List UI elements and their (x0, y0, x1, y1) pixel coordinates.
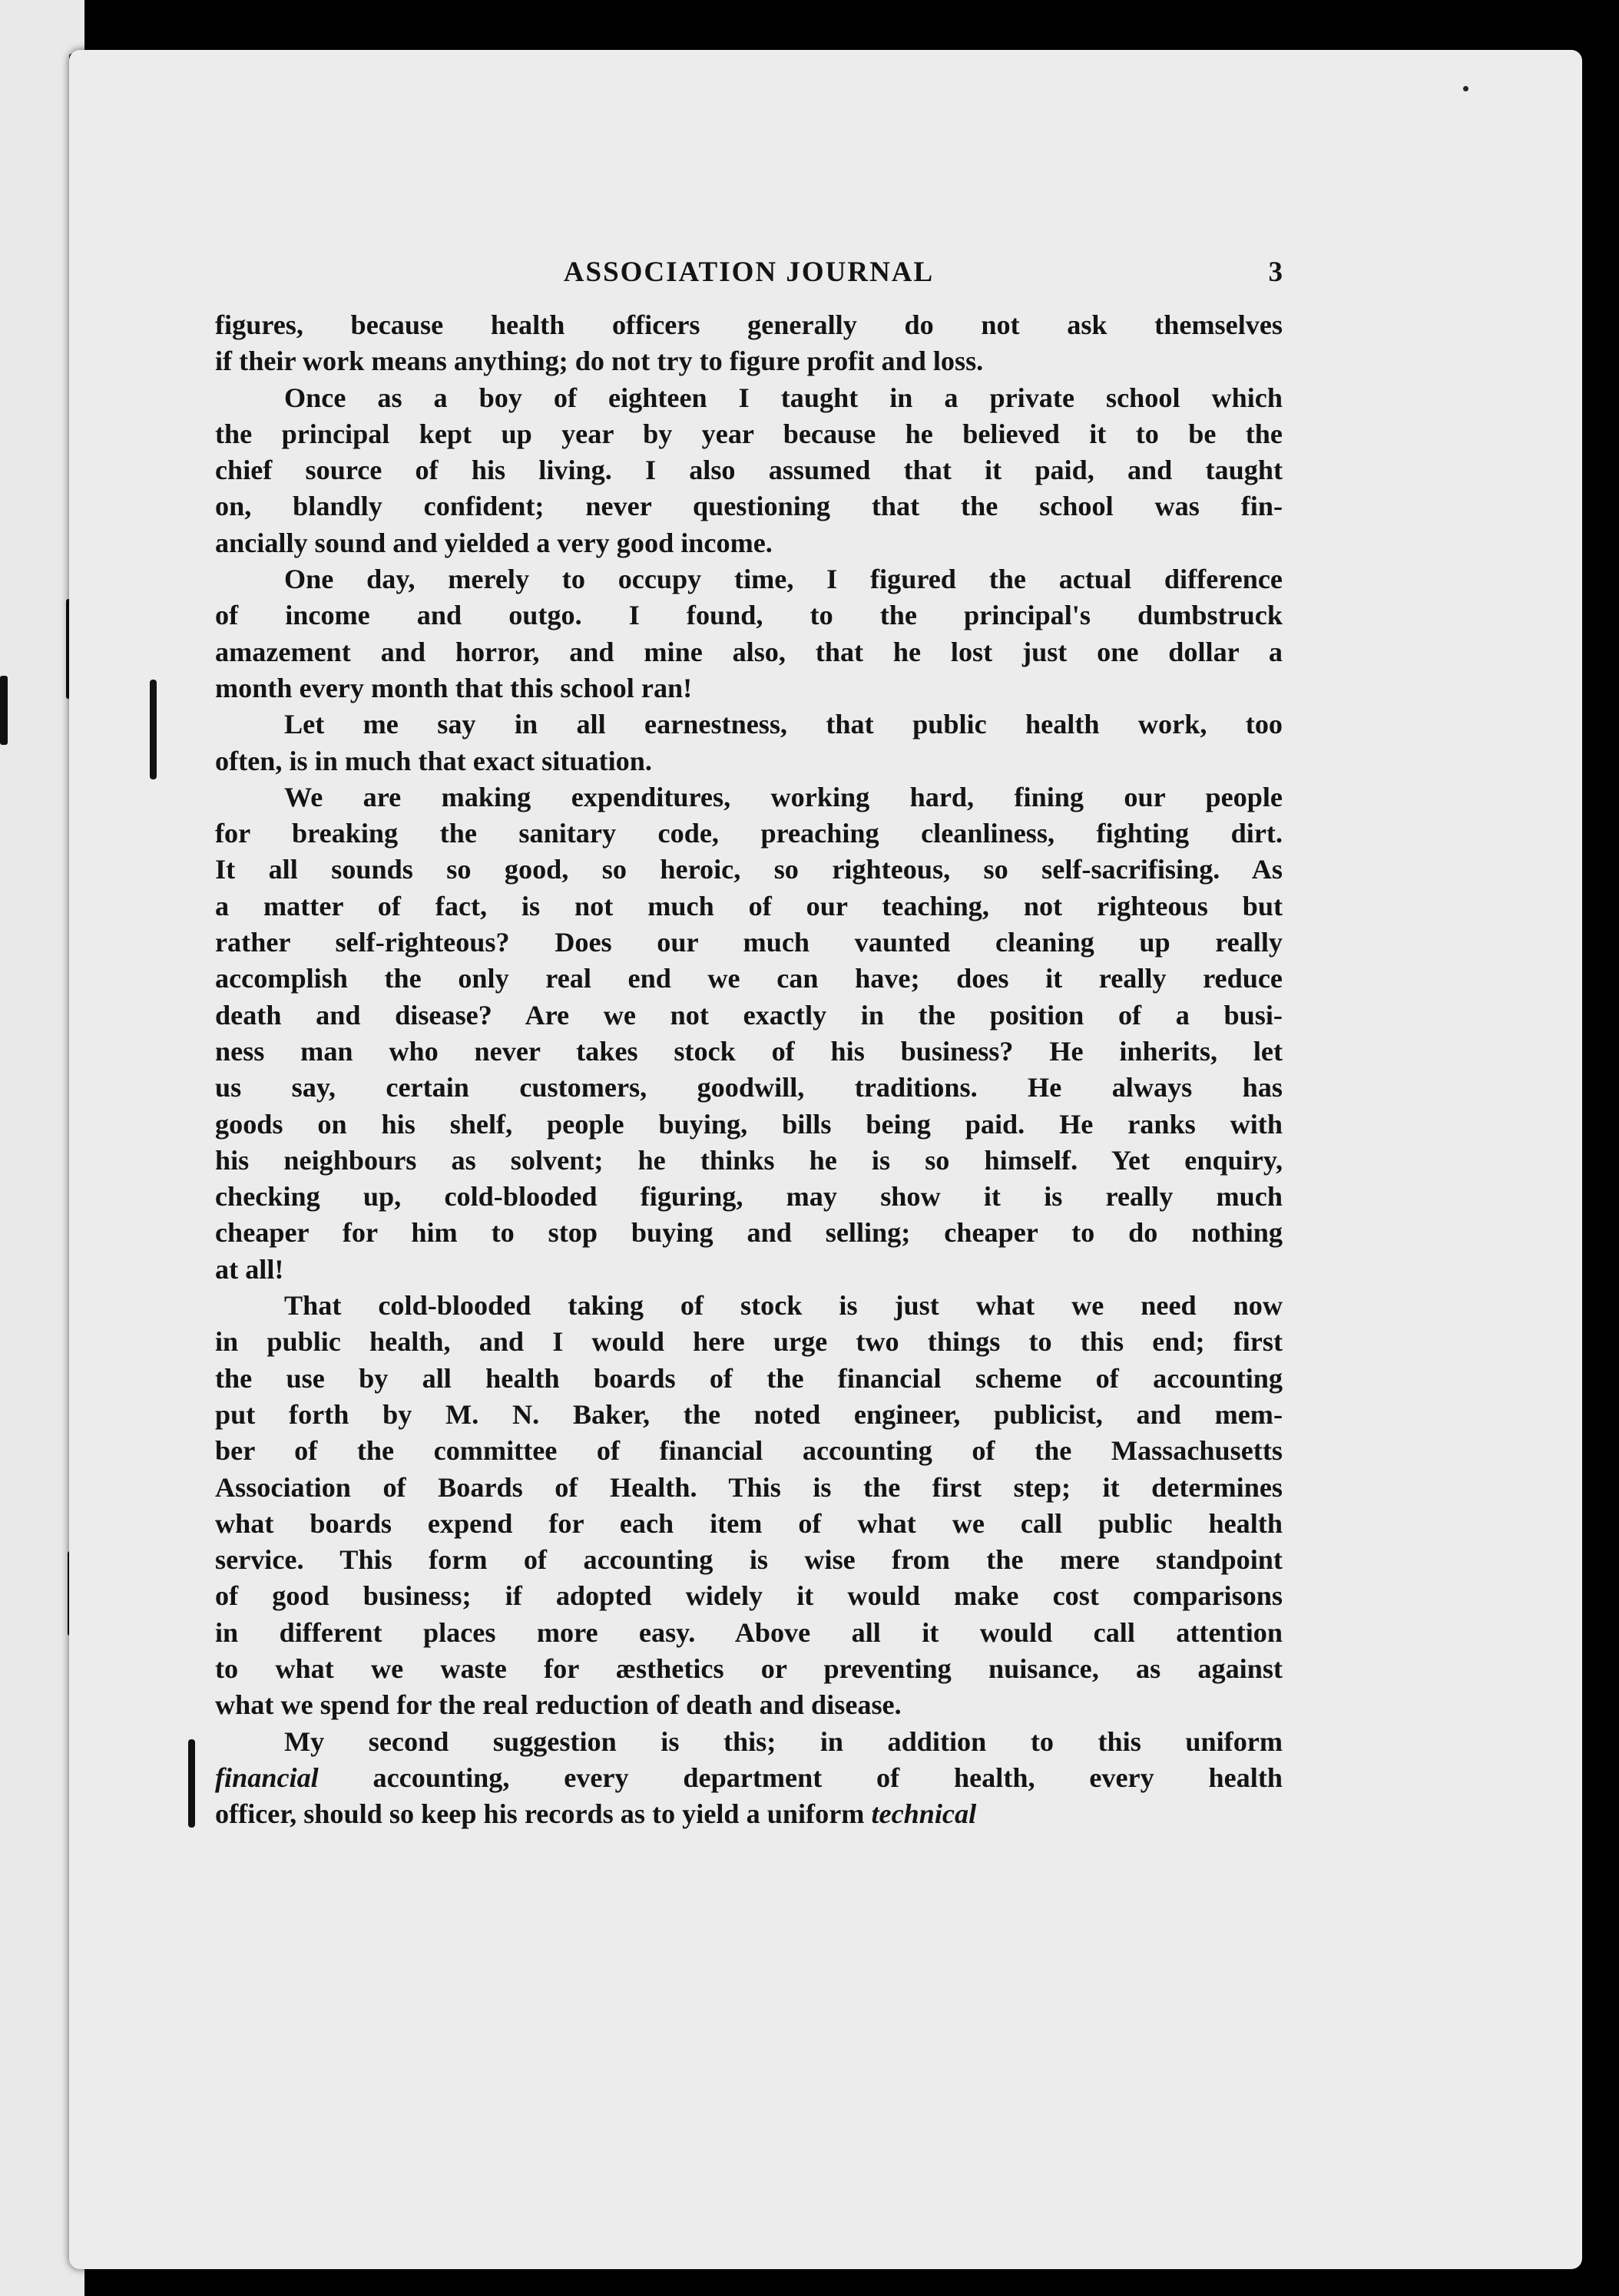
text-line: at all! (215, 1253, 284, 1285)
text-line: if their work means anything; do not try to figure profit and loss. (215, 346, 984, 377)
page-number: 3 (1268, 256, 1283, 288)
text-line: It all sounds so good, so heroic, so righteous, so self-sacrifising. As (215, 854, 1283, 885)
text-line: often, is in much that exact situation. (215, 745, 652, 776)
text-line: One day, merely to occupy time, I figured the actual difference (284, 564, 1283, 595)
text-line: for breaking the sanitary code, preaching cleanliness, fighting dirt. (215, 818, 1283, 849)
text-line: death and disease? Are we not exactly in the position of a busi- (215, 999, 1283, 1031)
text-line: the use by all health boards of the financial scheme of accounting (215, 1362, 1283, 1394)
paragraph (215, 380, 1283, 561)
text-line: the principal kept up year by year because he believed it to be the (215, 418, 1283, 449)
paragraph (215, 561, 1283, 706)
paragraph (215, 1724, 1283, 1833)
running-head: ASSOCIATION JOURNAL (563, 256, 935, 288)
text-line: goods on his shelf, people buying, bills being paid. He ranks with (215, 1108, 1283, 1140)
speck (1463, 86, 1468, 91)
text-line: rather self-righteous? Does our much vaunted cleaning up really (215, 927, 1283, 958)
text-line: put forth by M. N. Baker, the noted engineer, publicist, and mem- (215, 1398, 1283, 1430)
text-line: in public health, and I would here urge two things to this end; first (215, 1326, 1283, 1358)
margin-mark (188, 1739, 195, 1828)
text-line: service. This form of accounting is wise from the mere standpoint (215, 1544, 1283, 1576)
text-line: ber of the committee of financial accounting of the Massachusetts (215, 1435, 1283, 1467)
text-line: ness man who never takes stock of his business? He inherits, let (215, 1035, 1283, 1067)
body-text (215, 307, 1283, 1832)
text-line: in different places more easy. Above all it would call attention (215, 1616, 1283, 1648)
text-line: That cold-blooded taking of stock is just what we need now (284, 1290, 1283, 1322)
text-line: We are making expenditures, working hard, fining our people (284, 781, 1283, 812)
margin-mark (150, 680, 157, 779)
text-line: month every month that this school ran! (215, 672, 693, 703)
text-line: to what we waste for æsthetics or preventing nuisance, as against (215, 1653, 1283, 1684)
text-line: what we spend for the real reduction of death and disease. (215, 1689, 902, 1721)
text-line: what boards expend for each item of what we call public health (215, 1507, 1283, 1539)
text-line: chief source of his living. I also assumed that it paid, and taught (215, 455, 1283, 486)
page-header (215, 256, 1283, 302)
text-line: officer, should so keep his records as to yield a uniform technical (215, 1798, 977, 1830)
text-line: Once as a boy of eighteen I taught in a private school which (284, 382, 1283, 413)
text-line: Let me say in all earnestness, that public health work, too (284, 709, 1283, 740)
text-line: accomplish the only real end we can have; does it really reduce (215, 963, 1283, 994)
text-line: of good business; if adopted widely it would make cost comparisons (215, 1580, 1283, 1612)
text-line: on, blandly confident; never questioning that the school was fin- (215, 491, 1283, 522)
text-line: of income and outgo. I found, to the principal's dumbstruck (215, 600, 1283, 631)
text-line: us say, certain customers, goodwill, traditions. He always has (215, 1072, 1283, 1103)
paragraph (215, 307, 1283, 380)
text-line: amazement and horror, and mine also, that he lost just one dollar a (215, 636, 1283, 667)
text-line: Association of Boards of Health. This is the first step; it determines (215, 1471, 1283, 1503)
paragraph (215, 1288, 1283, 1724)
paragraph (215, 706, 1283, 779)
text-line: figures, because health officers generally do not ask themselves (215, 309, 1283, 340)
text-line: his neighbours as solvent; he thinks he is so himself. Yet enquiry, (215, 1144, 1283, 1176)
text-line: cheaper for him to stop buying and selling; cheaper to do nothing (215, 1217, 1283, 1249)
text-line: financial accounting, every department of health, every health (215, 1762, 1283, 1793)
text-line: My second suggestion is this; in addition to this uniform (284, 1725, 1283, 1757)
text-line: a matter of fact, is not much of our teaching, not righteous but (215, 890, 1283, 921)
margin-mark (0, 676, 8, 745)
paragraph (215, 779, 1283, 1288)
text-line: ancially sound and yielded a very good income. (215, 527, 773, 558)
text-line: checking up, cold-blooded figuring, may show it is really much (215, 1181, 1283, 1213)
